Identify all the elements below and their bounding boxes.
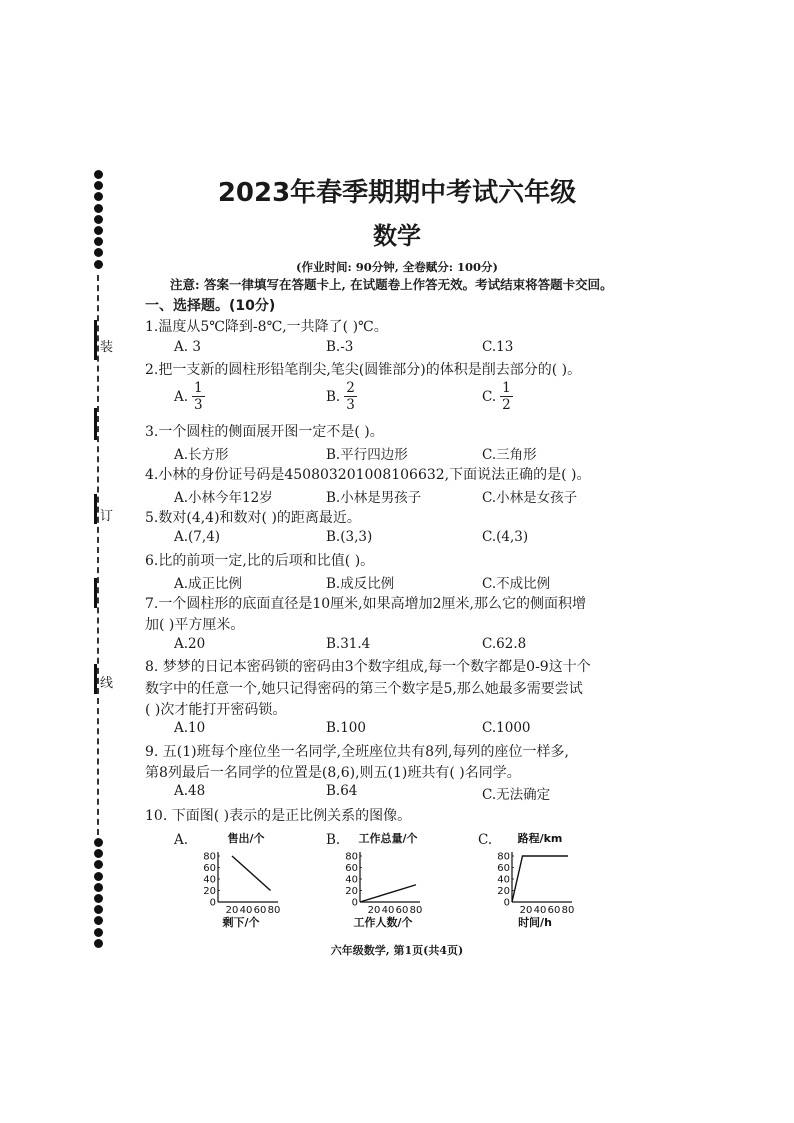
denominator: 2 [502,397,511,413]
q7-option-a: A.20 [174,636,206,652]
chart-ytick-label: 20 [345,886,358,897]
chart-ytick-label: 40 [497,874,510,886]
chart-xtick-label: 80 [561,905,575,916]
question-6: 6.比的前项一定,比的后项和比值( )。 [145,553,375,569]
chart-xtick-label: 20 [367,905,381,916]
binding-dot [94,916,103,925]
chart-xtick-label: 60 [253,905,267,916]
page-footer: 六年级数学, 第1页(共4页) [330,944,464,957]
option-letter: B. [326,388,341,405]
chart-xtick-label: 20 [519,905,533,916]
binding-bar [94,664,97,694]
binding-dot [94,883,103,892]
denominator: 3 [346,397,355,413]
chart-xtick-label: 60 [395,905,409,916]
chart-ytick-label: 0 [351,897,358,909]
chart-xlabel: 剩下/个 [222,916,260,929]
q7-option-c: C.62.8 [482,636,527,652]
fraction [192,380,205,413]
q1-option-a: A. 3 [174,339,201,355]
fraction [344,380,357,413]
q9-option-b: B.64 [326,783,358,799]
q2-option-c [482,380,513,413]
chart-series-line [360,885,416,902]
q4-option-c: C.小林是女孩子 [482,490,578,506]
binding-bar [94,578,97,608]
chart-ytick-label: 20 [203,886,216,897]
q5-option-a: A.(7,4) [174,529,221,545]
fraction [500,380,513,413]
chart-c-label: C. [478,832,493,848]
question-9-line-2: 第8列最后一名同学的位置是(8,6),则五(1)班共有( )名同学。 [145,765,521,781]
chart-ylabel: 工作总量/个 [358,832,418,845]
q9-option-a: A.48 [174,783,206,799]
chart-xtick-label: 20 [225,905,239,916]
chart-ytick-label: 60 [345,863,358,874]
q2-option-a [174,380,205,413]
chart-ytick-label: 60 [497,863,510,874]
q4-option-b: B.小林是男孩子 [326,490,422,506]
binding-dot [94,872,103,881]
chart-ytick-label: 20 [497,886,510,897]
binding-dot [94,838,103,847]
q4-option-a: A.小林今年12岁 [174,490,273,506]
chart-ytick-label: 40 [203,874,216,886]
q1-option-b: B.-3 [326,339,354,355]
chart-series-line [512,856,568,902]
chart-b-label: B. [326,832,341,848]
binding-dot [94,894,103,903]
subject-title: 数学 [373,222,421,250]
q8-option-a: A.10 [174,720,206,736]
binding-dot [94,905,103,914]
question-4: 4.小林的身份证号码是450803201008106632,下面说法正确的是( )。 [145,467,591,483]
chart-ylabel: 售出/个 [227,832,265,845]
q6-option-c: C.不成比例 [482,576,551,592]
chart-series-line [232,856,271,891]
question-7-line-1: 7.一个圆柱形的底面直径是10厘米,如果高增加2厘米,那么它的侧面积增 [145,596,586,612]
chart-xtick-label: 80 [267,905,281,916]
q6-option-b: B.成反比例 [326,576,395,592]
numerator: 1 [194,380,203,396]
chart-ylabel: 路程/km [517,832,563,845]
question-1: 1.温度从5℃降到-8℃,一共降了( )℃。 [145,319,388,335]
binding-dot [94,860,103,869]
q3-option-b: B.平行四边形 [326,447,408,463]
chart-b [338,832,428,928]
chart-c [490,832,580,928]
q5-option-c: C.(4,3) [482,529,529,545]
q3-option-a: A.长方形 [174,447,229,463]
q2-option-b [326,380,357,413]
exam-title: 2023年春季期期中考试六年级 [217,178,577,208]
binding-dot [94,928,103,937]
q3-option-c: C.三角形 [482,447,537,463]
question-8-line-3: ( )次才能打开密码锁。 [145,702,287,718]
chart-a [196,832,286,928]
chart-ytick-label: 80 [203,851,216,863]
chart-xtick-label: 60 [547,905,561,916]
q7-option-b: B.31.4 [326,636,371,652]
binding-dashed-line [97,275,99,835]
binding-bar [94,494,97,524]
chart-ytick-label: 0 [209,897,216,909]
chart-xtick-label: 40 [381,905,395,916]
option-letter: A. [174,388,189,405]
chart-ytick-label: 80 [345,851,358,863]
margin-char-ding: 订 [100,509,114,524]
chart-xlabel: 工作人数/个 [353,916,413,929]
binding-dots-bottom [94,838,108,948]
question-5: 5.数对(4,4)和数对( )的距离最近。 [145,510,361,526]
question-8-line-1: 8. 梦梦的日记本密码锁的密码由3个数字组成,每一个数字都是0-9这十个 [145,659,591,675]
q9-option-c: C.无法确定 [482,787,551,803]
chart-ytick-label: 80 [497,851,510,863]
q6-option-a: A.成正比例 [174,576,243,592]
question-3: 3.一个圆柱的侧面展开图一定不是( )。 [145,424,384,440]
chart-ytick-label: 0 [503,897,510,909]
margin-char-xian: 线 [100,676,114,691]
chart-xtick-label: 40 [533,905,547,916]
q8-option-c: C.1000 [482,720,531,736]
exam-notice: 注意: 答案一律填写在答题卡上, 在试题卷上作答无效。考试结束将答题卡交回。 [170,277,613,292]
binding-bar [94,320,97,360]
margin-char-zhuang: 装 [100,340,114,355]
chart-ytick-label: 60 [203,863,216,874]
question-9-line-1: 9. 五(1)班每个座位坐一名同学,全班座位共有8列,每列的座位一样多, [145,744,569,760]
denominator: 3 [194,397,203,413]
question-7-line-2: 加( )平方厘米。 [145,617,245,633]
q5-option-b: B.(3,3) [326,529,373,545]
q1-option-c: C.13 [482,339,514,355]
binding-bar [94,408,97,440]
q8-option-b: B.100 [326,720,366,736]
chart-xtick-label: 40 [239,905,253,916]
exam-meta: (作业时间: 90分钟, 全卷赋分: 100分) [296,260,498,274]
question-8-line-2: 数字中的任意一个,她只记得密码的第三个数字是5,那么她最多需要尝试 [145,681,583,697]
section-title: 一、选择题。(10分) [145,298,276,314]
question-10: 10. 下面图( )表示的是正比例关系的图像。 [145,808,412,824]
binding-dot [94,849,103,858]
chart-ytick-label: 40 [345,874,358,886]
chart-xtick-label: 80 [409,905,423,916]
chart-xlabel: 时间/h [518,916,552,929]
numerator: 1 [502,380,511,396]
option-letter: C. [482,388,497,405]
numerator: 2 [346,380,355,396]
question-2: 2.把一支新的圆柱形铅笔削尖,笔尖(圆锥部分)的体积是削去部分的( )。 [145,362,582,378]
chart-a-label: A. [174,832,189,848]
